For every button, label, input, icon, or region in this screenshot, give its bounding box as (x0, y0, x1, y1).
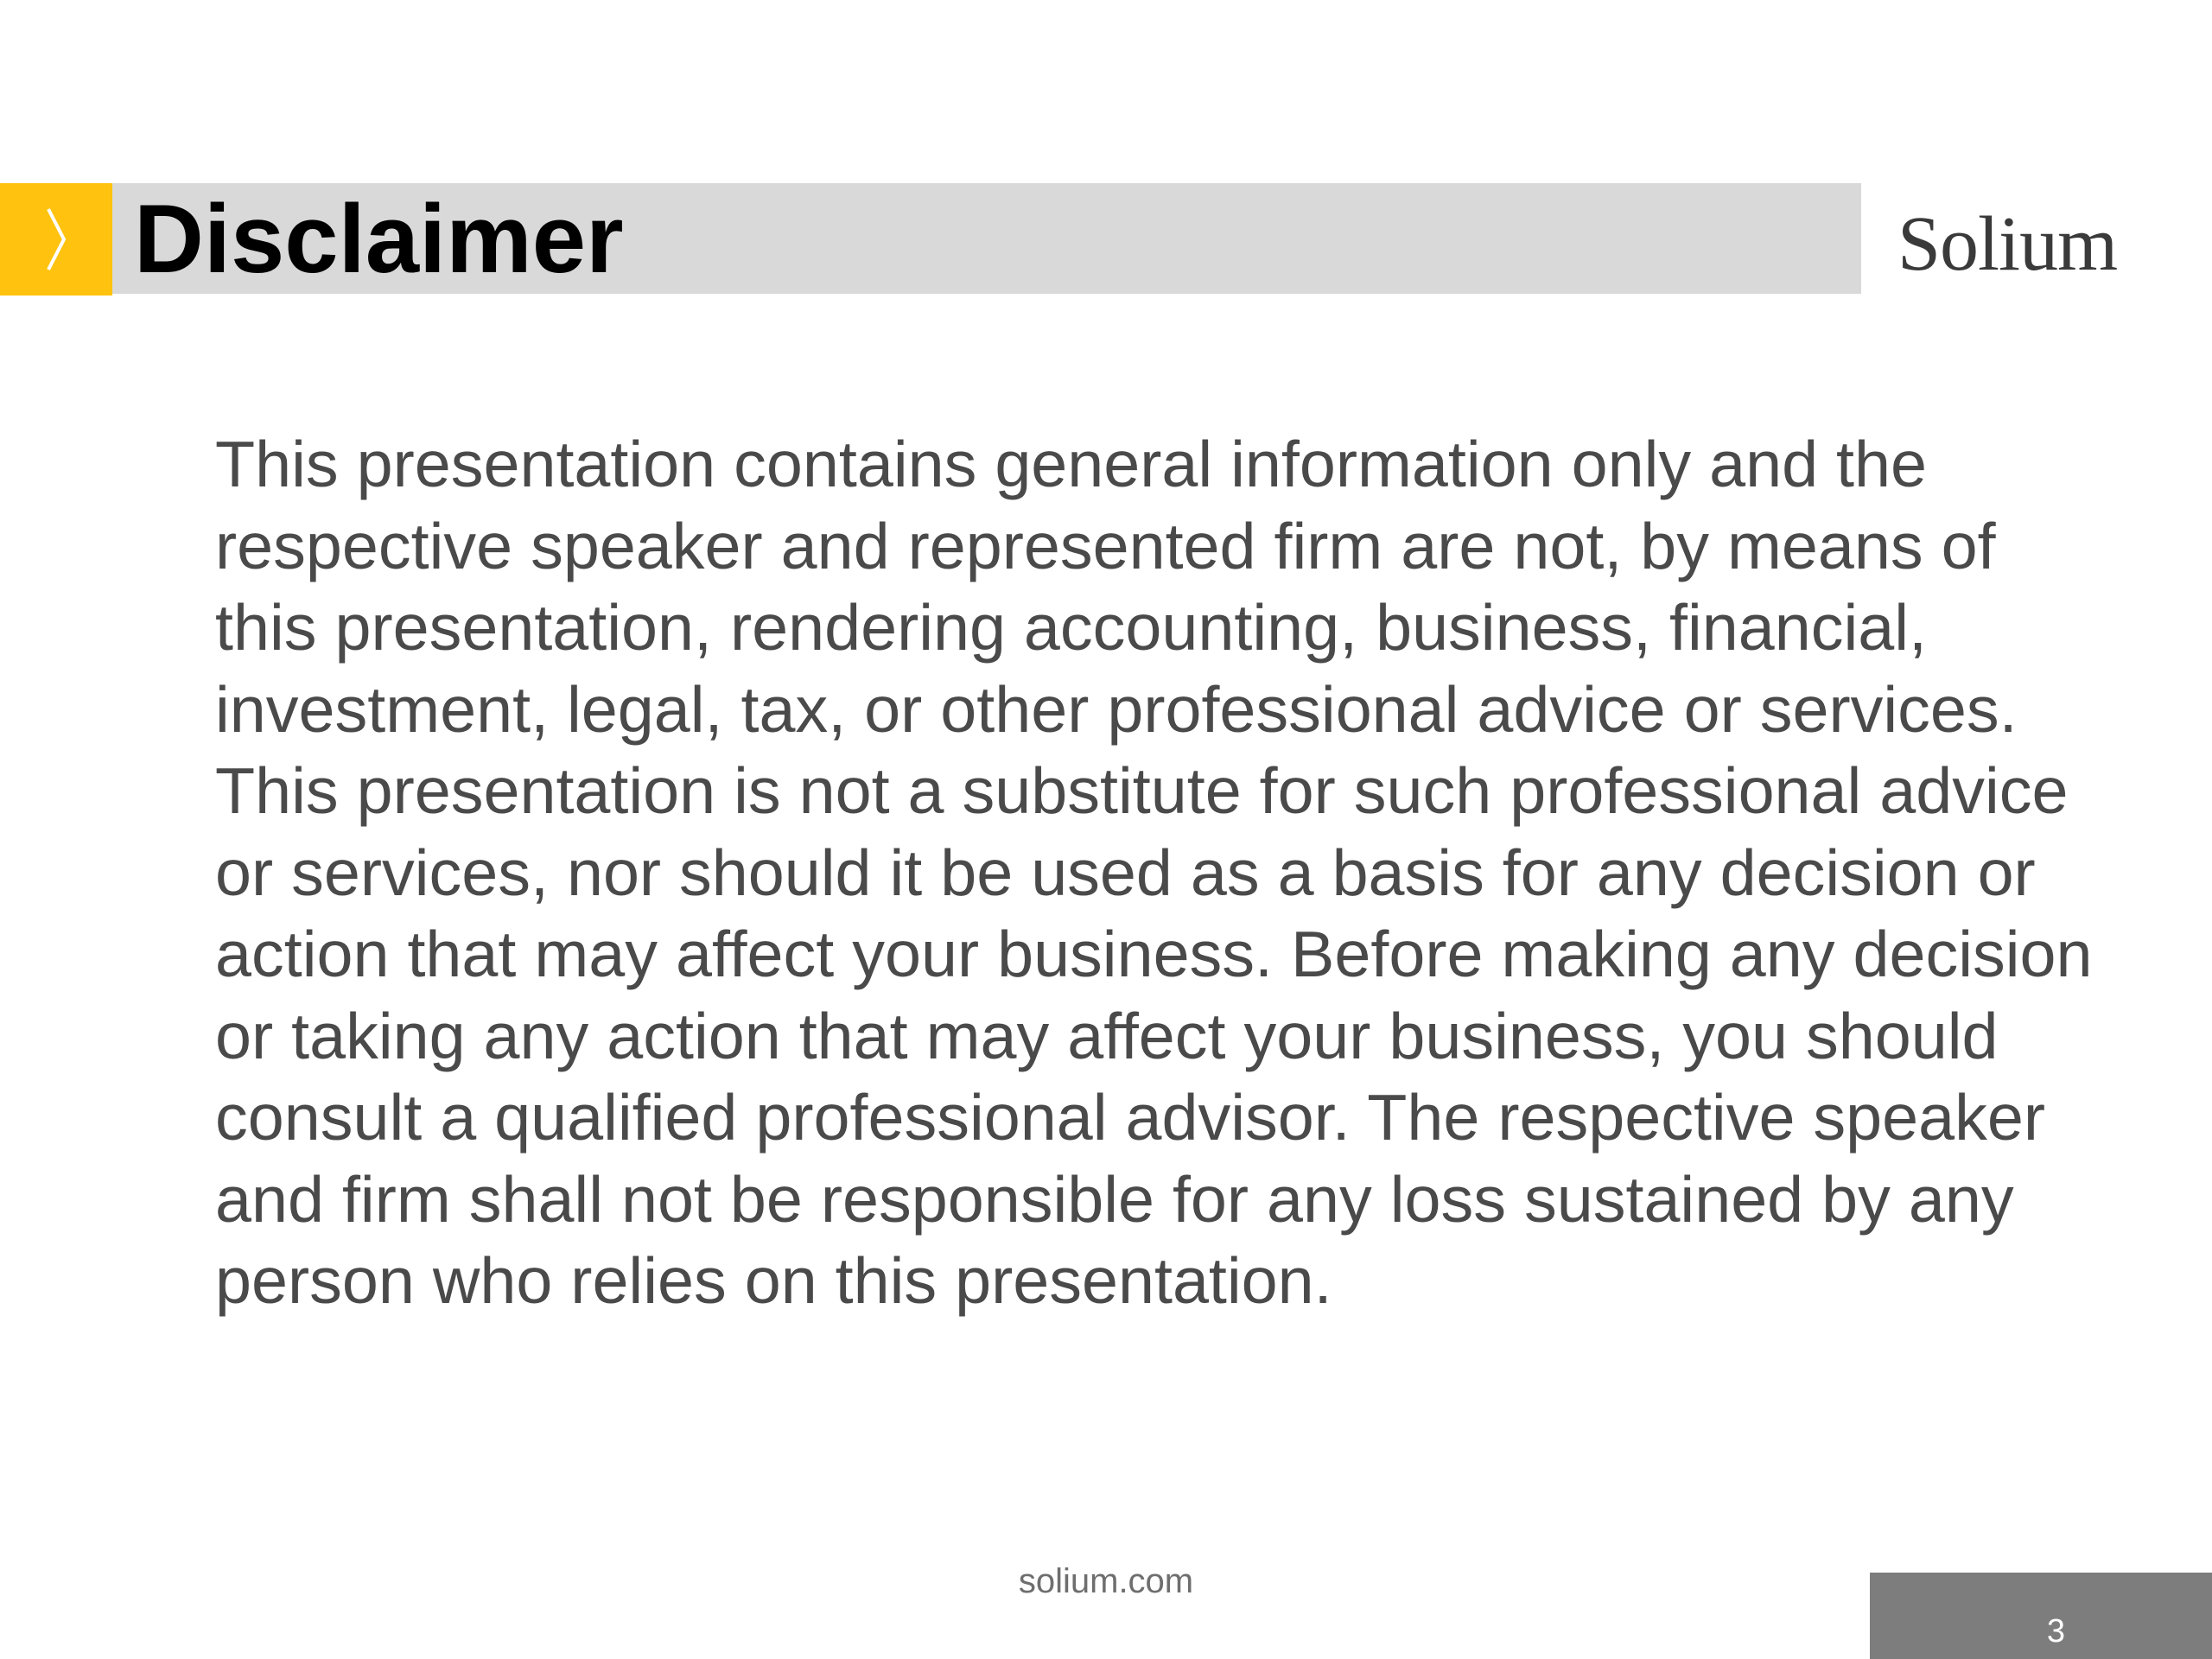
footer-url: solium.com (1018, 1562, 1194, 1600)
disclaimer-text (215, 423, 2099, 1322)
slide-title: Disclaimer (134, 185, 624, 293)
title-accent-block (0, 183, 112, 296)
chevron-right-icon (0, 183, 112, 296)
page-number: 3 (2046, 1613, 2065, 1649)
solium-logo: Solium (1897, 201, 2118, 287)
page-number-box (1870, 1573, 2212, 1659)
disclaimer-paragraph: This presentation contains general information only and the respective speaker and represented firm are not, by means of this presentation, rendering accounting, business, financial, investment, legal, tax, or other professional advice or services. This presentation is not a substitute for such professional advice or services, nor should it be used as a basis for any decision or action that may affect your business. Before making any decision or taking any action that may affect your business, you should consult a qualified professional advisor. The respective speaker and firm shall not be responsible for any loss sustained by any person who relies on this presentation. (215, 428, 2093, 1317)
